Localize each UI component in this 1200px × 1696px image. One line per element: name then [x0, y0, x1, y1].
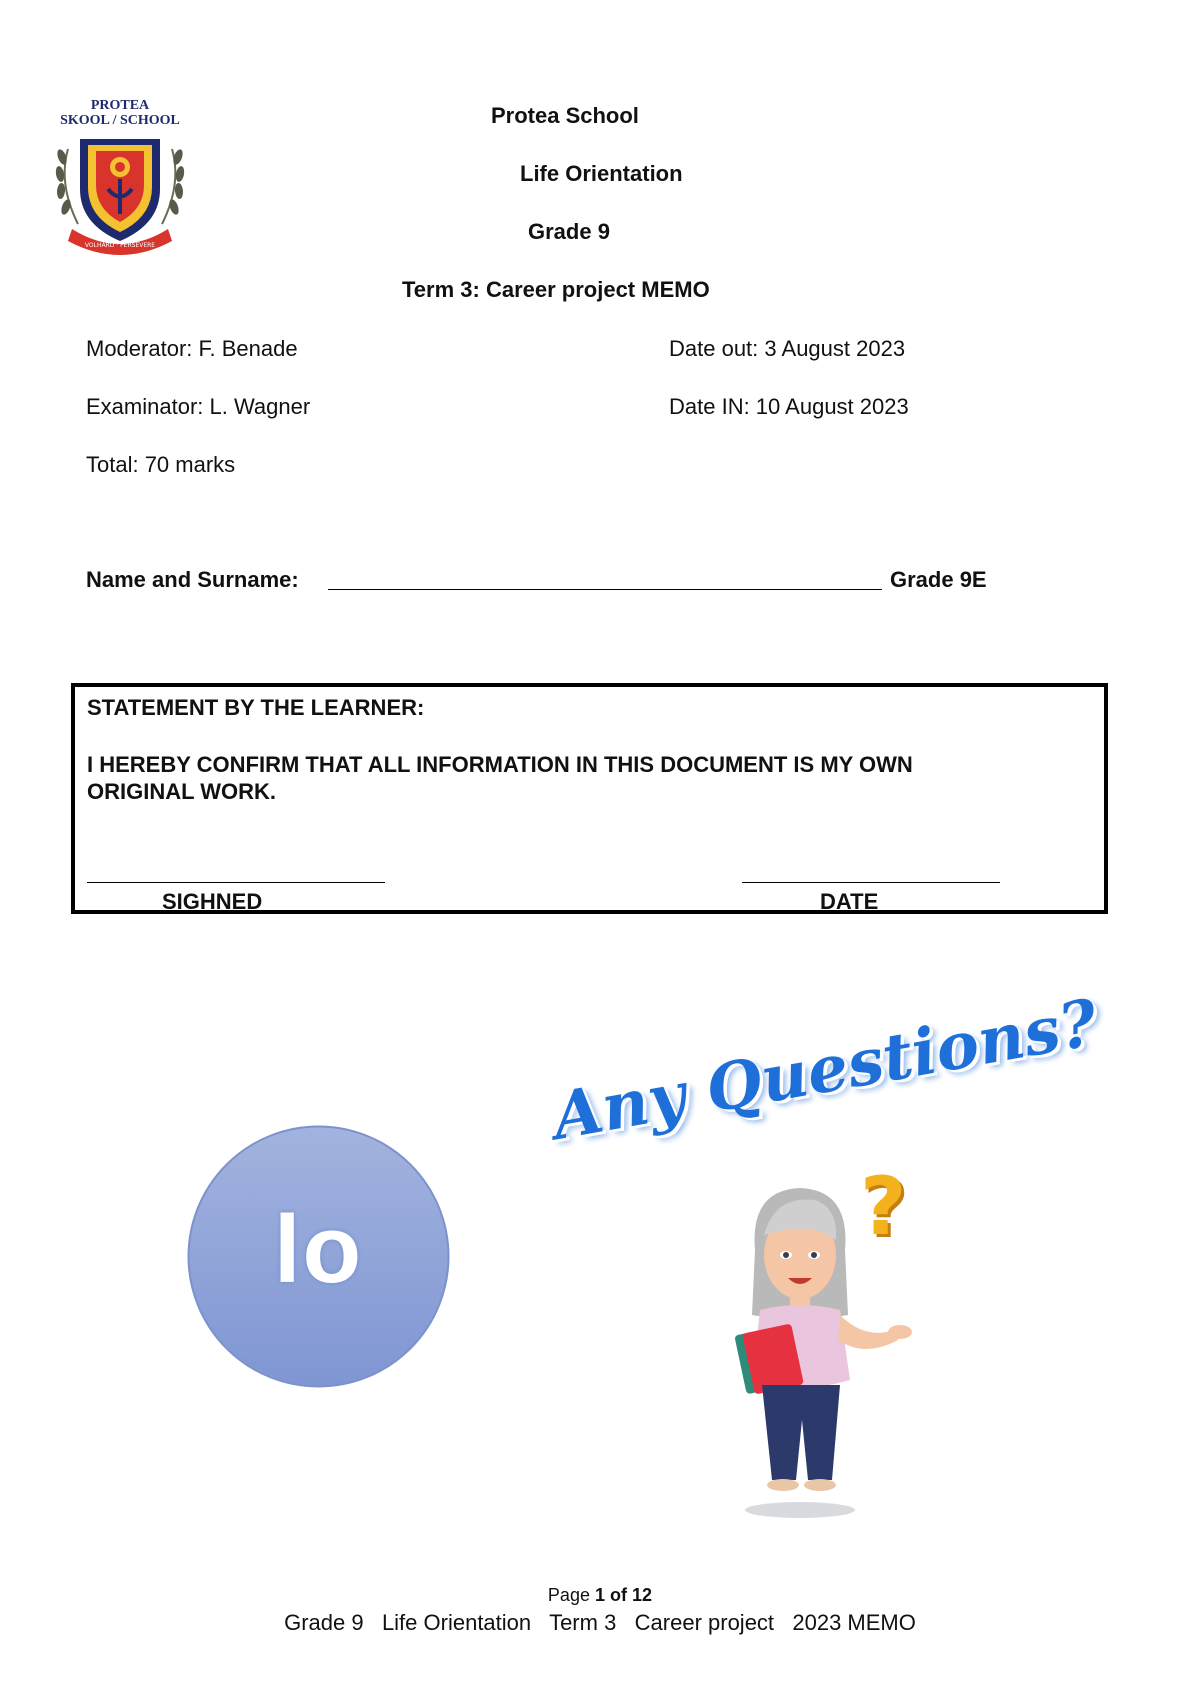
learner-statement-box [71, 683, 1108, 914]
statement-line-1: I HEREBY CONFIRM THAT ALL INFORMATION IN THIS DOCUMENT IS MY OWN [87, 752, 913, 777]
signed-label: SIGHNED [162, 889, 263, 914]
date-out: Date out: 3 August 2023 [669, 336, 906, 361]
teacher-avatar [690, 1160, 930, 1520]
moderator: Moderator: F. Benade [86, 336, 298, 361]
date-line[interactable] [742, 882, 1000, 883]
logo-line-1: PROTEA [90, 98, 150, 113]
any-questions-text: Any Questions? [546, 985, 1103, 1155]
examinator: Examinator: L. Wagner [86, 394, 311, 419]
lo-badge-text: lo [273, 1196, 364, 1303]
name-label: Name and Surname: [86, 567, 299, 592]
date-label: DATE [820, 889, 879, 914]
school-logo [50, 98, 190, 268]
date-in: Date IN: 10 August 2023 [669, 394, 909, 419]
statement-line-2: ORIGINAL WORK. [87, 779, 277, 804]
page-of: of [610, 1585, 628, 1605]
page-current: 1 [594, 1585, 605, 1605]
total-marks: Total: 70 marks [86, 452, 236, 477]
page-total: 12 [632, 1585, 653, 1605]
signature-line[interactable] [87, 882, 385, 883]
grade-class: Grade 9E [890, 567, 987, 592]
grade-heading: Grade 9 [528, 219, 610, 244]
logo-banner: VOLHARD · PERSEVERE [84, 242, 156, 249]
page-title: Term 3: Career project MEMO [402, 277, 710, 302]
school-crest-icon [50, 129, 190, 259]
subject-name: Life Orientation [520, 161, 683, 186]
statement-heading: STATEMENT BY THE LEARNER: [87, 695, 425, 720]
footer-text: Grade 9 Life Orientation Term 3 Career project 2023 MEMO [284, 1610, 916, 1635]
page-word: Page [547, 1585, 590, 1605]
name-input-line[interactable] [328, 589, 882, 590]
question-mark-icon: ? [860, 1160, 907, 1253]
lo-badge [187, 1125, 450, 1388]
page-number [0, 1585, 1200, 1606]
logo-line-2: SKOOL / SCHOOL [60, 113, 180, 128]
school-name: Protea School [491, 103, 639, 128]
